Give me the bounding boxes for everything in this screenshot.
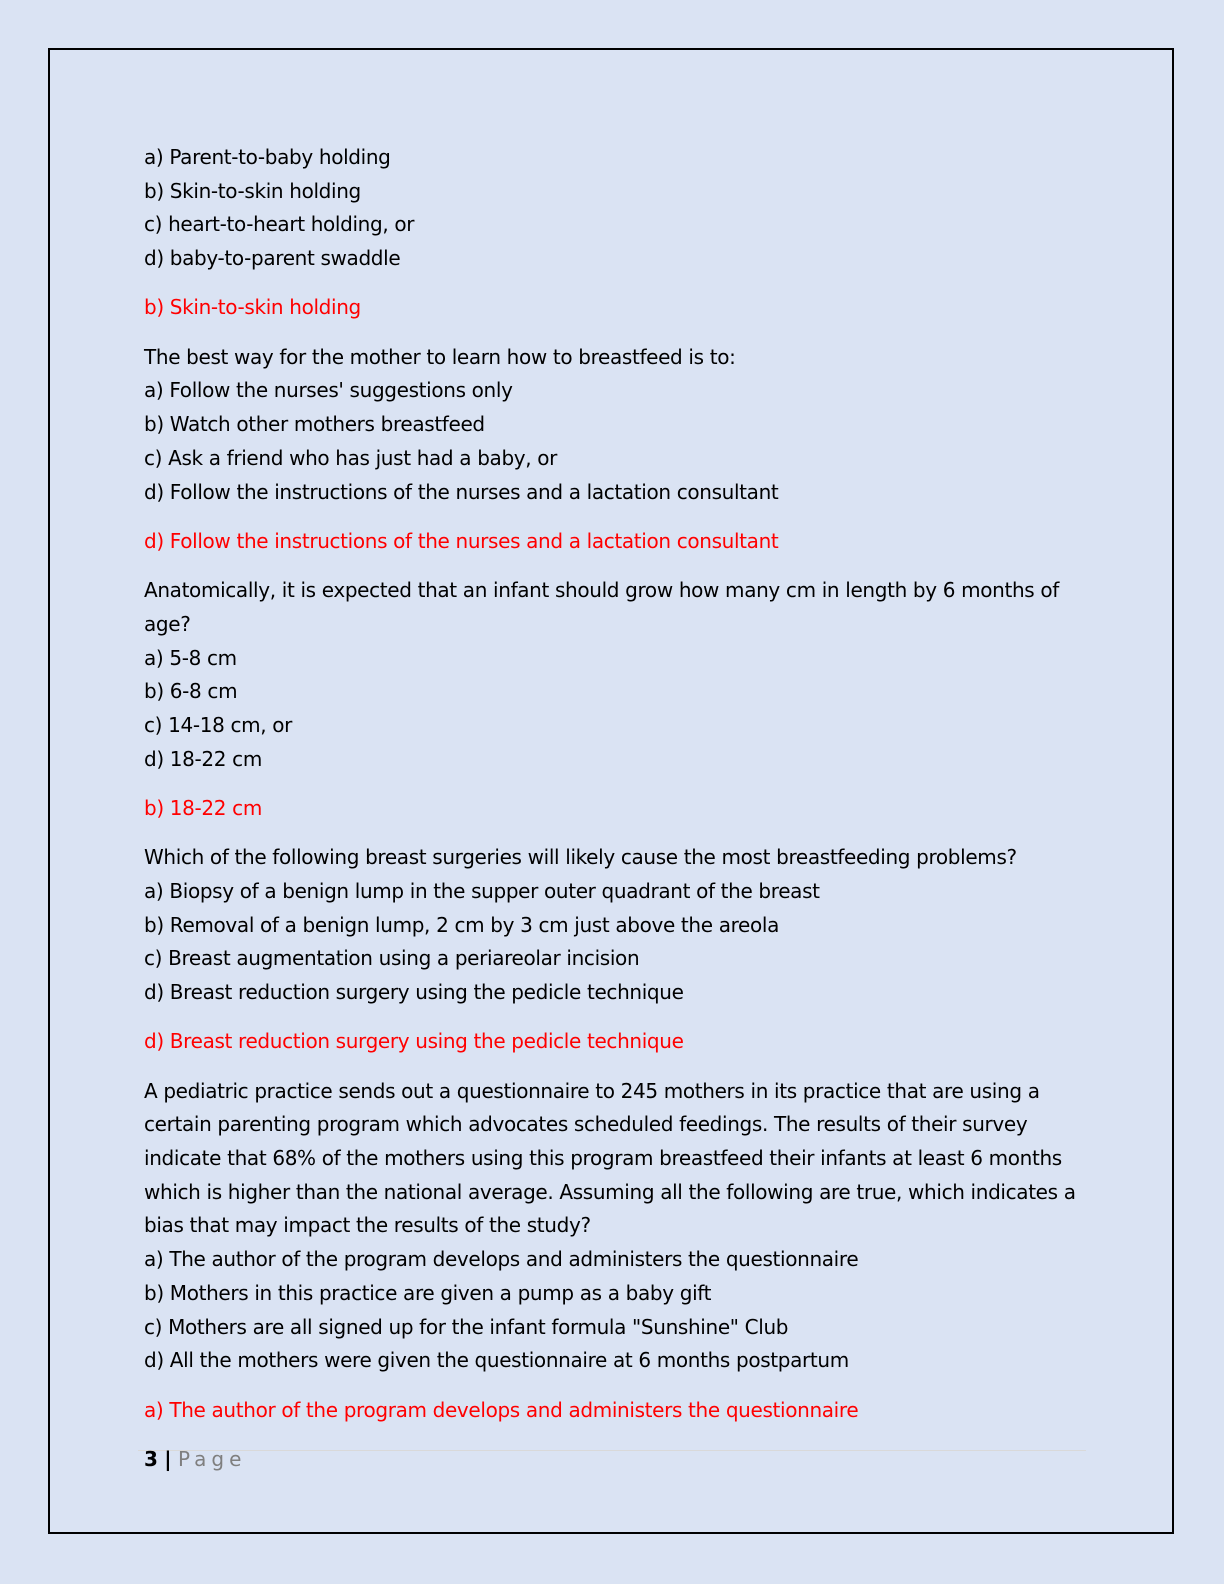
question-stem: Which of the following breast surgeries will likely cause the most breastfeeding problems? [144, 845, 1017, 870]
answer-5: a) The author of the program develops and administers the questionnaire [144, 1397, 859, 1422]
option-d: d) baby-to-parent swaddle [144, 246, 401, 271]
footer-separator: | [164, 1447, 172, 1471]
option-a: a) Biopsy of a benign lump in the supper outer quadrant of the breast [144, 878, 820, 903]
question-stem: Anatomically, it is expected that an infant should grow how many cm in length by 6 months of age? [144, 578, 1059, 636]
option-c: c) heart-to-heart holding, or [144, 212, 415, 237]
answer-3: b) 18-22 cm [144, 795, 262, 820]
option-c: c) Mothers are all signed up for the infant formula "Sunshine" Club [144, 1314, 789, 1339]
document-body [144, 141, 1084, 1427]
option-d: d) All the mothers were given the questionnaire at 6 months postpartum [144, 1348, 849, 1373]
option-b: b) Mothers in this practice are given a pump as a baby gift [144, 1280, 712, 1305]
footer-divider [138, 1450, 1086, 1451]
question-4 [144, 841, 1084, 1010]
option-d: d) Breast reduction surgery using the pedicle technique [144, 980, 684, 1005]
option-a: a) Parent-to-baby holding [144, 145, 391, 169]
option-b: b) Watch other mothers breastfeed [144, 412, 485, 437]
answer-2: d) Follow the instructions of the nurses and a lactation consultant [144, 528, 779, 553]
option-b: b) Removal of a benign lump, 2 cm by 3 cm just above the areola [144, 912, 780, 937]
option-b: b) 6-8 cm [144, 679, 238, 704]
page-number: 3 [144, 1447, 158, 1471]
option-d: d) 18-22 cm [144, 746, 262, 771]
question-3 [144, 574, 1084, 776]
option-a: a) 5-8 cm [144, 645, 237, 670]
option-a: a) The author of the program develops and administers the questionnaire [144, 1247, 859, 1272]
option-a: a) Follow the nurses' suggestions only [144, 378, 513, 403]
option-c: c) 14-18 cm, or [144, 712, 293, 737]
answer-1: b) Skin-to-skin holding [144, 295, 361, 320]
page-footer [144, 1444, 246, 1474]
option-b: b) Skin-to-skin holding [144, 178, 361, 203]
question-stem: The best way for the mother to learn how to breastfeed is to: [144, 344, 736, 369]
option-d: d) Follow the instructions of the nurses and a lactation consultant [144, 479, 779, 504]
option-c: c) Ask a friend who has just had a baby, or [144, 445, 558, 470]
question-stem: A pediatric practice sends out a questionnaire to 245 mothers in its practice that are using a certain parenting program which advocates scheduled feedings. The results of their survey indicate that 68% of the mothers using this program breastfeed their infants at least 6 months which is higher than the national average. Assuming all the following are true, which indicates a bias that may impact the results of the study? [144, 1078, 1076, 1238]
question-1 [144, 141, 1084, 276]
page-label: Page [177, 1447, 247, 1471]
question-5 [144, 1075, 1084, 1378]
answer-4: d) Breast reduction surgery using the pedicle technique [144, 1029, 684, 1054]
question-2 [144, 341, 1084, 510]
option-c: c) Breast augmentation using a periareolar incision [144, 946, 640, 971]
